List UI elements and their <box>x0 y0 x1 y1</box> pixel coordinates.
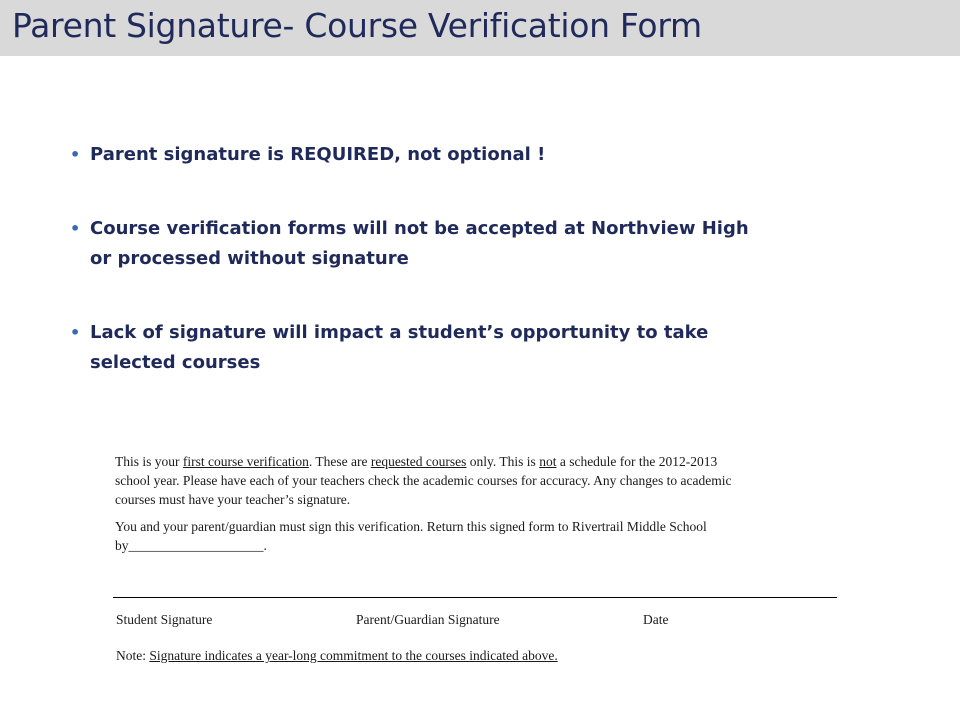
form-underlined-text: not <box>539 454 557 469</box>
page-title: Parent Signature- Course Verification Form <box>12 6 702 45</box>
form-underlined-text: first course verification <box>182 454 309 469</box>
date-label: Date <box>643 612 669 627</box>
form-note <box>116 648 558 664</box>
form-underlined-text: requested courses <box>370 454 467 469</box>
form-text: school year. Please have each of your teachers check the academic courses for accuracy. Any changes to academic <box>115 473 732 488</box>
bullet-item <box>70 140 830 170</box>
form-text: courses must have your teacher’s signature. <box>115 492 351 507</box>
title-bar <box>0 0 960 56</box>
form-text: You and your parent/guardian must sign this verification. Return this signed form to Rivertrail Middle School <box>115 519 707 534</box>
student-signature-label: Student Signature <box>116 612 213 627</box>
form-text: This is your <box>115 454 183 469</box>
bullet-dot-icon: • <box>70 145 81 164</box>
bullet-text: Parent signature is REQUIRED, not optional ! <box>90 144 546 165</box>
bullet-item <box>70 318 830 378</box>
form-paragraph-1 <box>115 452 837 509</box>
form-text: a schedule for the 2012-2013 <box>556 454 718 469</box>
bullet-dot-icon: • <box>70 323 81 342</box>
form-excerpt <box>115 452 837 555</box>
form-paragraph-2 <box>115 517 837 555</box>
bullet-text-line-2: selected courses <box>90 352 261 373</box>
signature-line <box>113 597 837 598</box>
form-text: only. This is <box>466 454 540 469</box>
bullet-list <box>70 140 830 378</box>
parent-signature-label: Parent/Guardian Signature <box>356 612 500 627</box>
note-text: Signature indicates a year-long commitment to the courses indicated above. <box>149 648 558 663</box>
bullet-text-line-1: Course verification forms will not be accepted at Northview High <box>90 218 749 239</box>
bullet-item <box>70 214 830 274</box>
form-text: . These are <box>308 454 371 469</box>
bullet-dot-icon: • <box>70 219 81 238</box>
return-by-blank: by____________________. <box>115 538 267 553</box>
bullet-text-line-2: or processed without signature <box>90 248 409 269</box>
signature-labels <box>116 612 836 632</box>
note-label: Note: <box>116 648 150 663</box>
bullet-text-line-1: Lack of signature will impact a student’s opportunity to take <box>90 322 709 343</box>
